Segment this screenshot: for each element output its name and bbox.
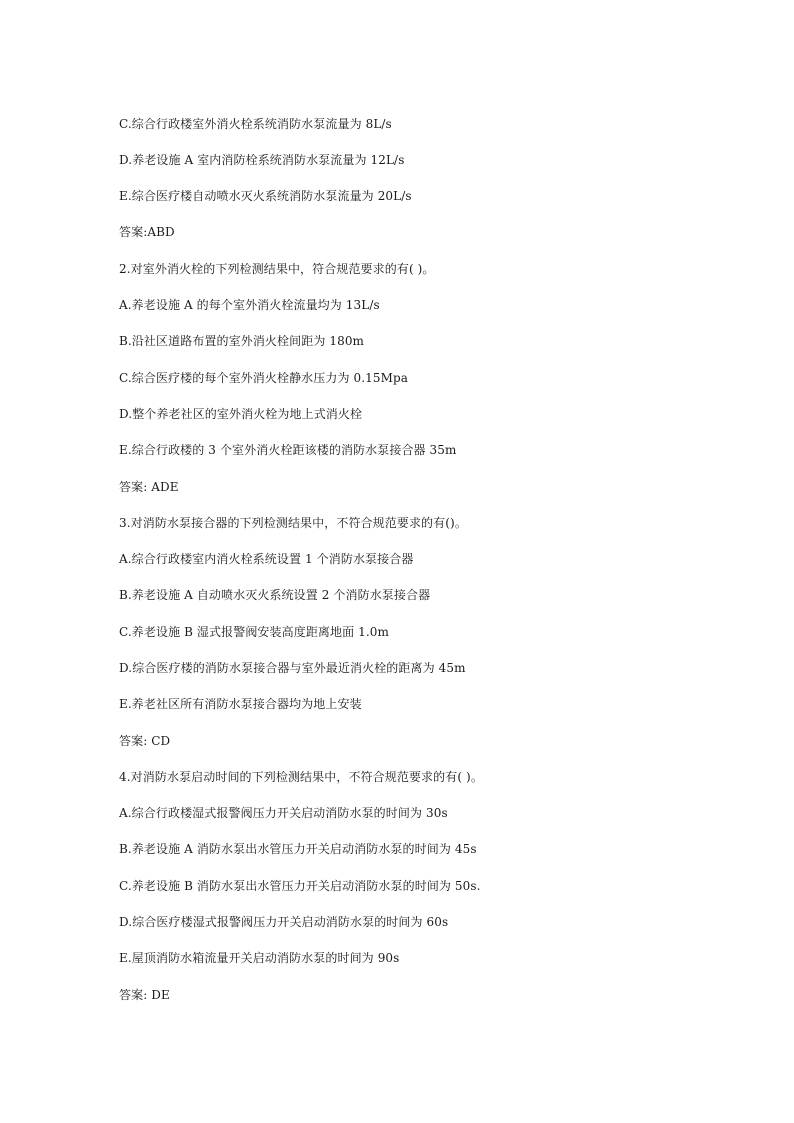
option-b-q2: B.沿社区道路布置的室外消火栓间距为 180m bbox=[119, 334, 365, 348]
option-e-q1: E.综合医疗楼自动喷水灭火系统消防水泵流量为 20L/s bbox=[119, 189, 412, 203]
option-e-q4: E.屋顶消防水箱流量开关启动消防水泵的时间为 90s bbox=[119, 951, 400, 965]
option-d-q1: D.养老设施 A 室内消防栓系统消防水泵流量为 12L/s bbox=[119, 153, 405, 167]
option-c-q1: C.综合行政楼室外消火栓系统消防水泵流量为 8L/s bbox=[119, 117, 392, 131]
option-d-q3: D.综合医疗楼的消防水泵接合器与室外最近消火栓的距离为 45m bbox=[119, 661, 466, 675]
question-2: 2.对室外消火栓的下列检测结果中，符合规范要求的有( )。 bbox=[119, 262, 435, 276]
answer-q3: 答案: CD bbox=[119, 734, 171, 748]
answer-q1: 答案:ABD bbox=[119, 225, 175, 239]
option-a-q4: A.综合行政楼湿式报警阀压力开关启动消防水泵的时间为 30s bbox=[119, 806, 448, 820]
answer-q2: 答案: ADE bbox=[119, 480, 179, 494]
option-c-q2: C.综合医疗楼的每个室外消火栓静水压力为 0.15Mpa bbox=[119, 371, 409, 385]
option-e-q3: E.养老社区所有消防水泵接合器均为地上安装 bbox=[119, 697, 362, 711]
option-d-q4: D.综合医疗楼湿式报警阀压力开关启动消防水泵的时间为 60s bbox=[119, 915, 449, 929]
option-b-q4: B.养老设施 A 消防水泵出水管压力开关启动消防水泵的时间为 45s bbox=[119, 842, 477, 856]
option-d-q2: D.整个养老社区的室外消火栓为地上式消火栓 bbox=[119, 407, 363, 421]
question-4: 4.对消防水泵启动时间的下列检测结果中，不符合规范要求的有( )。 bbox=[119, 770, 483, 784]
option-a-q3: A.综合行政楼室内消火栓系统设置 1 个消防水泵接合器 bbox=[119, 552, 414, 566]
option-c-q4: C.养老设施 B 消防水泵出水管压力开关启动消防水泵的时间为 50s. bbox=[119, 879, 481, 893]
option-e-q2: E.综合行政楼的 3 个室外消火栓距该楼的消防水泵接合器 35m bbox=[119, 443, 457, 457]
answer-q4: 答案: DE bbox=[119, 988, 170, 1002]
question-3: 3.对消防水泵接合器的下列检测结果中，不符合规范要求的有()。 bbox=[119, 516, 467, 530]
option-b-q3: B.养老设施 A 自动喷水灭火系统设置 2 个消防水泵接合器 bbox=[119, 588, 431, 602]
option-c-q3: C.养老设施 B 湿式报警阀安装高度距离地面 1.0m bbox=[119, 625, 389, 639]
option-a-q2: A.养老设施 A 的每个室外消火栓流量均为 13L/s bbox=[119, 298, 380, 312]
